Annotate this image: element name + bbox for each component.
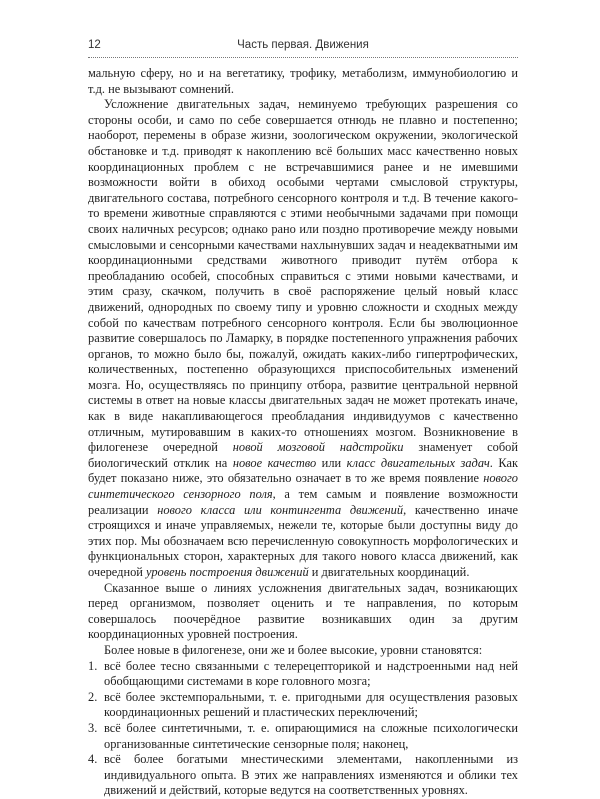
text-run: знаменует собой биологический отклик на: [88, 440, 518, 470]
text-run: Более новые в филогенезе, они же и более высокие, уровни становятся:: [104, 642, 483, 657]
text-run: Усложнение двигательных задач, неминуемо требующих разрешения со стороны особи, и само по себе совершается отнюдь не плавно и постепенно; наоборот, перемены в образе жизни, зоологическом окружении, экологической обстановке и т.д. приводят к накоплению всё больших масс качественно новых координационных проблем с не встречавшимися ранее и не имевшими возможности войти в обиход особыми чертами смысловой структуры, двигательного состава, потребного сенсорного контроля и т.д. В течение какого-то времени животные справляются с этими необычными задачами при помощи своих наличных ресурсов; однако рано или поздно противоречие между новыми смысловыми и сенсорными качествами нахлынувших задач и неадекватными им координационными средствами животного приводит путём отбора к преобладанию особей, способных справиться с этими новыми качествами, и этим сразу, скачком, получить в своё распоряжение целый новый класс движений, однородных по своему типу и уровню сложности и сходных между собой по качествам потребного сенсорного контроля. Если бы эволюционное развитие совершалось по Ламарку, в порядке постепенного упражнения рабочих органов, то можно было бы, пожалуй, ожидать каких-либо гипертрофических, количественных, постепенно образующихся приспособительных изменений мозга. Но, осуществляясь по принципу отбора, развитие центральной нервной системы в ответ на новые классы двигательных задач не может протекать иначе, как в виде накапливающегося преобладания индивидуумов с качественно отличным, мутировавшим в каких-то отношениях мозгом. Возникновение в филогенезе очередной: [88, 97, 518, 455]
list-item: [88, 721, 518, 752]
paragraph: [88, 97, 518, 580]
italic-phrase: нового класса или контингента движений: [157, 502, 404, 517]
list-item: [88, 752, 518, 799]
paragraph: [88, 66, 518, 97]
list-item-number: 2.: [88, 689, 98, 704]
list-item-number: 3.: [88, 720, 98, 735]
body-text: [88, 66, 518, 799]
list-item-text: всё более тесно связанными с телерецепторикой и надстроенными над ней обобщающими системами в коре головного мозга;: [104, 658, 518, 689]
list-item: [88, 659, 518, 690]
paragraph: [88, 643, 518, 659]
numbered-list: [88, 659, 518, 799]
list-item-text: всё более богатыми мнестическими элементами, накопленными из индивидуального опыта. В этих же направлениях изменяются и облики тех движений и действий, которые ведутся на соответственных уровнях.: [104, 752, 518, 798]
list-item: [88, 690, 518, 721]
book-page: [88, 0, 519, 798]
text-run: или: [316, 455, 347, 470]
italic-phrase: новое качество: [232, 455, 317, 470]
paragraph-container: [88, 66, 518, 659]
text-run: , а тем самым и появление возможности реализации: [88, 487, 519, 517]
text-run: , качественно иначе строящихся и иначе управляемых, нежели те, которые были доступны виду до этих пор. Мы обозначаем всю перечисленную совокупность морфологических и функциональных сторон, характерных для такого нового класса движений, как очередной: [88, 502, 518, 579]
list-item-text: всё более синтетичными, т. е. опирающимися на сложные психологически организованные синтетические сензорные поля; наконец,: [104, 720, 518, 751]
list-item-number: 1.: [88, 658, 98, 673]
chapter-title: Часть первая. Движения: [237, 39, 369, 51]
italic-phrase: класс двигательных задач: [346, 455, 490, 470]
list-item-text: всё более экстемпоральными, т. е. пригодными для осуществления разовых координационных решений и пластических переключений;: [104, 689, 518, 720]
header-divider: [88, 57, 518, 58]
text-run: и двигательных координаций.: [308, 565, 470, 579]
page-number: 12: [88, 39, 101, 51]
text-run: Сказанное выше о линиях усложнения двигательных задач, возникающих перед организмом, позволяет оценить и те направления, по которым совершалось поочерёдное развитие возникавших один за другим координационных уровней построения.: [88, 580, 518, 642]
text-run: . Как будет показано ниже, это обязательно означает в то же время появление: [88, 455, 518, 486]
text-run: мальную сферу, но и на вегетатику, трофику, метаболизм, иммунобиологию и т.д. не вызывают сомнений.: [88, 66, 518, 96]
italic-phrase: уровень построения движений: [146, 565, 309, 579]
italic-phrase: новой мозговой надстройки: [232, 440, 404, 455]
paragraph: [88, 581, 518, 643]
list-item-number: 4.: [88, 752, 98, 767]
running-head: [88, 36, 518, 56]
italic-phrase: нового синтетического сензорного поля: [88, 471, 518, 502]
